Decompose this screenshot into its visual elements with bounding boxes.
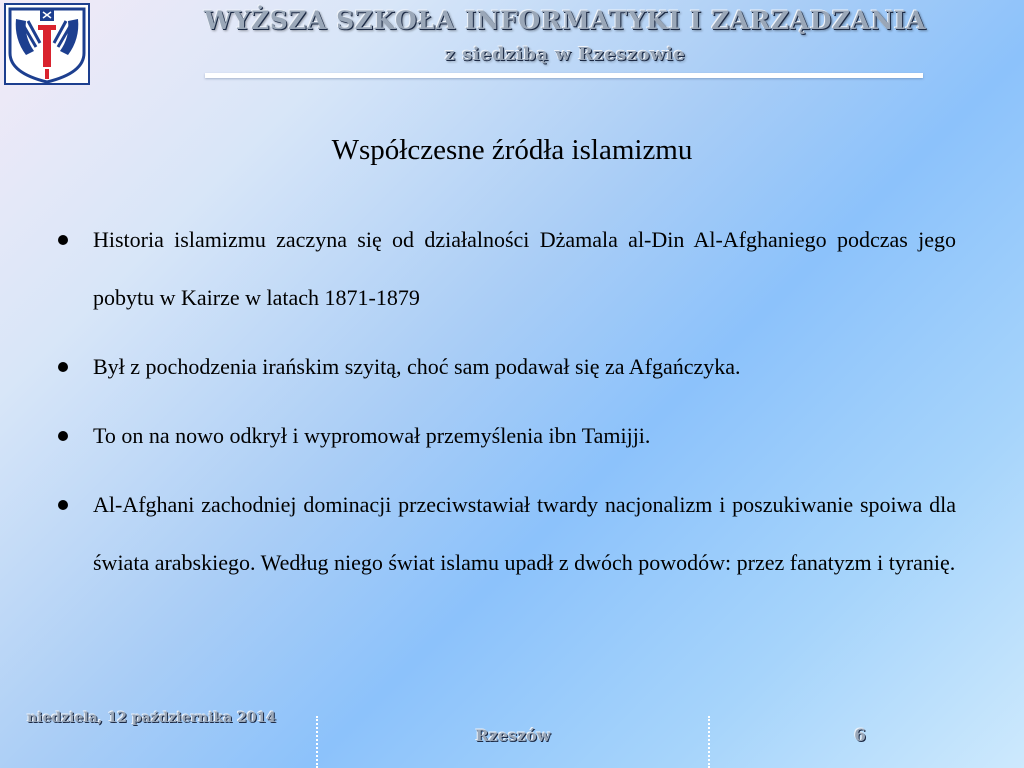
- bullet-icon: [58, 431, 68, 441]
- footer-divider: [708, 716, 710, 768]
- bullet-item: [52, 211, 956, 327]
- bullet-list: [52, 211, 956, 603]
- slide-title: Współczesne źródła islamizmu: [331, 134, 693, 166]
- school-subtitle: z siedzibą w Rzeszowie: [444, 44, 686, 65]
- bullet-item: [52, 338, 956, 396]
- page-number: 6: [854, 726, 866, 746]
- footer-city: Rzeszów: [475, 726, 551, 745]
- bullet-icon: [58, 362, 68, 372]
- bullet-item: [52, 407, 956, 465]
- header-divider: [205, 73, 923, 78]
- bullet-item: [52, 476, 956, 592]
- bullet-text: To on na nowo odkrył i wypromował przemyślenia ibn Tamijji.: [93, 423, 651, 448]
- bullet-text: Był z pochodzenia irańskim szyitą, choć sam podawał się za Afgańczyka.: [93, 354, 741, 379]
- university-crest-icon: [4, 3, 90, 85]
- bullet-icon: [58, 500, 68, 510]
- bullet-text: Historia islamizmu zaczyna się od działalności Dżamala al-Din Al-Afghaniego podczas jego pobytu w Kairze w latach 1871-1879: [93, 227, 956, 310]
- bullet-icon: [58, 235, 68, 245]
- school-name: WYŻSZA SZKOŁA INFORMATYKI I ZARZĄDZANIA: [204, 6, 926, 35]
- footer-date: niedziela, 12 października 2014: [27, 710, 277, 726]
- bullet-text: Al-Afghani zachodniej dominacji przeciwstawiał twardy nacjonalizm i poszukiwanie spoiwa dla świata arabskiego. Według niego świat islamu upadł z dwóch powodów: przez fanatyzm i tyranię.: [93, 492, 956, 575]
